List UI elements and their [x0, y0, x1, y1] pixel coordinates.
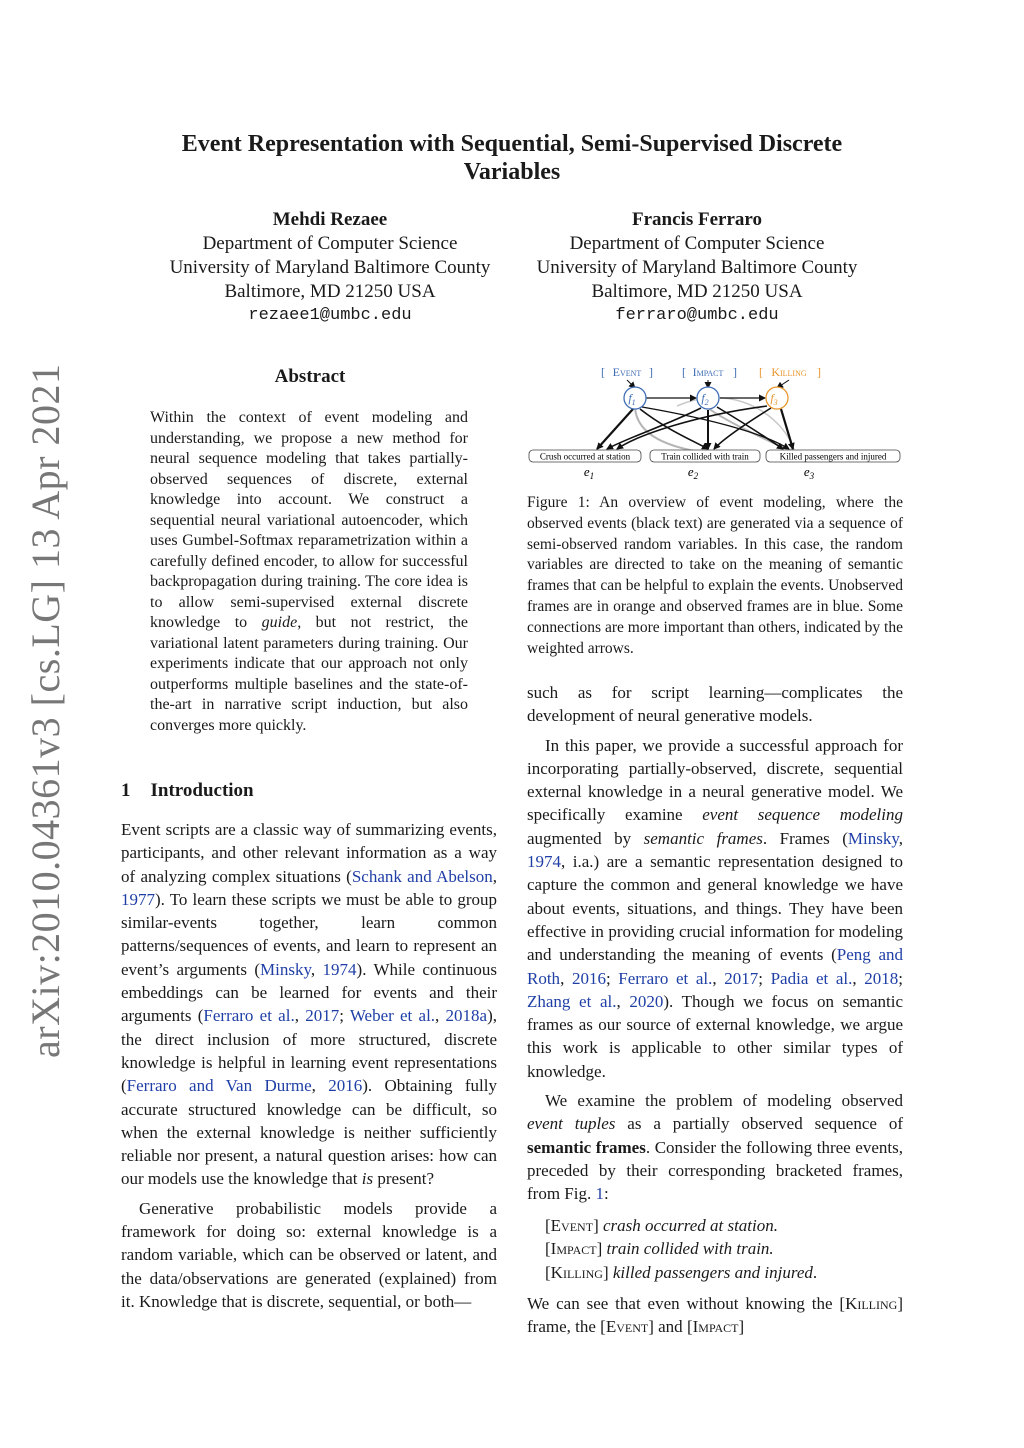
- citation-link[interactable]: Schank and Abelson: [351, 866, 493, 886]
- edge-f2-e1: [607, 408, 701, 449]
- event-label-e3: $e_3$: [803, 464, 815, 481]
- example-item: [Impact] train collided with train.: [545, 1239, 774, 1259]
- example-item: [Event] crash occurred at station.: [545, 1215, 779, 1235]
- bracket-close: ]: [733, 365, 737, 379]
- citation-link[interactable]: Weber et al.: [349, 1006, 436, 1026]
- abstract-heading: Abstract: [274, 366, 346, 387]
- frame-label-killing: Killing: [771, 365, 807, 379]
- citation-link[interactable]: Ferraro et al.: [618, 968, 713, 988]
- author-block-1: [150, 208, 510, 328]
- citation-link[interactable]: Minsky: [260, 959, 311, 979]
- citation-link[interactable]: 2017: [724, 968, 759, 988]
- author-address: Baltimore, MD 21250 USA: [224, 281, 436, 302]
- example-frames-list: [545, 1214, 903, 1285]
- citation-link[interactable]: 1977: [121, 889, 155, 909]
- author-department: Department of Computer Science: [569, 233, 825, 254]
- citation-link[interactable]: 2017: [305, 1006, 340, 1026]
- event-text-e2: Train collided with train: [661, 451, 749, 462]
- frame-label-event: Event: [612, 365, 642, 379]
- author-name: Francis Ferraro: [632, 209, 762, 230]
- event-label-e2: $e_2$: [687, 464, 699, 481]
- paragraph: Generative probabilistic models provide a framework for doing so: external knowledge is a random variable, which can be observed or latent, and the data/observations are generated (explained) from it. Knowledge that is discrete, sequential, or both—: [121, 1198, 497, 1311]
- citation-link[interactable]: 1974: [527, 852, 561, 872]
- citation-link[interactable]: 2016: [571, 968, 606, 988]
- citation-link[interactable]: 2016: [328, 1076, 363, 1096]
- event-label-e1: $e_1$: [583, 464, 595, 481]
- paragraph: Event scripts are a classic way of summarizing events, participants, and other relevant information as a way of analyzing complex situations (Schank and Abelson, 1977). To learn these scripts we must be able to group similar-events together, learn common patterns/sequences of events, and learn to represent an event’s arguments (Minsky, 1974). While continuous embeddings can be learned for events and their arguments (Ferraro et al., 2017; Weber et al., 2018a), the direct inclusion of more structured, discrete knowledge is helpful in learning event representations (Ferraro and Van Durme, 2016). Obtaining fully accurate structured knowledge can be difficult, so when the external knowledge is neither sufficiently reliable nor present, a natural question arises: how can our models use the knowledge that is present?: [121, 820, 498, 1189]
- bracket-open: [: [759, 365, 763, 379]
- example-item: [Killing] killed passengers and injured.: [545, 1262, 818, 1282]
- section-heading-introduction: [121, 780, 254, 802]
- abstract-text: Within the context of event modeling and understanding, we propose a new method for neural sequence modeling that takes partially-observed sequences of discrete, external knowledge into account. We construct a sequential neural variational autoencoder, which uses Gumbel-Softmax reparametrization within a carefully defined encoder, to allow for successful backpropagation during training. The core idea is to allow semi-supervised external discrete knowledge to guide, but not restrict, the variational latent parameters during training. Our experiments indicate that our approach not only outperforms multiple baselines and the state-of-the-art in narrative script induction, but also converges more quickly.: [150, 409, 469, 734]
- author-university: University of Maryland Baltimore County: [536, 257, 858, 278]
- paragraph: In this paper, we provide a successful approach for incorporating partially-observed, discrete, sequential external knowledge in a neural generative model. We specifically examine event sequence modeling augmented by semantic frames. Frames (Minsky, 1974, i.a.) are a semantic representation designed to capture the common and general knowledge we have about events, situations, and things. They have been effective in providing crucial information for modeling and understanding the meaning of events (Peng and Roth, 2016; Ferraro et al., 2017; Padia et al., 2018; Zhang et al., 2020). Though we focus on semantic frames as our source of external knowledge, we argue this work is applicable to other similar types of knowledge.: [527, 735, 904, 1081]
- paragraph: such as for script learning—complicates the development of neural generative models.: [527, 683, 903, 726]
- node-label: $f_2$: [701, 391, 709, 407]
- event-text-e3: Killed passengers and injured: [779, 451, 887, 462]
- edge-f2-e3: [717, 407, 783, 449]
- author-email[interactable]: rezaee1@umbc.edu: [248, 306, 412, 325]
- citation-link[interactable]: Minsky: [847, 828, 899, 848]
- citation-link[interactable]: Ferraro et al.: [203, 1006, 295, 1026]
- author-university: University of Maryland Baltimore County: [169, 257, 491, 278]
- citation-link[interactable]: Ferraro and Van Durme: [126, 1076, 312, 1096]
- event-text-e1: Crush occurred at station: [539, 451, 631, 462]
- citation-link[interactable]: 2018a: [445, 1006, 488, 1026]
- edge-f1-e2: [640, 409, 708, 449]
- arxiv-identifier: arXiv:2010.04361v3 [cs.LG] 13 Apr 2021: [23, 363, 68, 1058]
- intro-right-column: [527, 681, 903, 1339]
- paragraph: We can see that even without knowing the [Killing] frame, the [Event] and [Impact]: [527, 1294, 903, 1337]
- bracket-open: [: [601, 365, 605, 379]
- figure-1: [527, 360, 903, 485]
- author-email[interactable]: ferraro@umbc.edu: [615, 306, 779, 325]
- weak-edge-f1-e2: [635, 408, 707, 453]
- section-number: 1: [121, 780, 131, 801]
- citation-link[interactable]: 2018: [864, 968, 899, 988]
- citation-link[interactable]: Padia et al.: [770, 968, 853, 988]
- node-label: $f_3$: [770, 391, 778, 407]
- frame-label-impact: Impact: [692, 365, 724, 379]
- author-department: Department of Computer Science: [202, 233, 458, 254]
- paragraph: We examine the problem of modeling observed event tuples as a partially observed sequence of semantic frames. Consider the following three events, preceded by their corresponding bracketed frames, from Fig. 1:: [527, 1091, 903, 1204]
- author-address: Baltimore, MD 21250 USA: [591, 281, 803, 302]
- citation-link[interactable]: Peng and Roth: [527, 945, 903, 988]
- figure-diagram: [527, 360, 903, 485]
- citation-link[interactable]: Zhang et al.: [527, 991, 617, 1011]
- author-name: Mehdi Rezaee: [272, 209, 388, 230]
- intro-left-column: [121, 818, 497, 1313]
- citation-link[interactable]: 2020: [629, 991, 664, 1011]
- bracket-open: [: [682, 365, 686, 379]
- author-block-2: [517, 208, 877, 328]
- paper-title: Event Representation with Sequential, Semi-Supervised Discrete Variables: [181, 131, 843, 185]
- section-title: Introduction: [150, 780, 254, 801]
- node-label: $f_1$: [628, 391, 636, 407]
- figure-caption: Figure 1: An overview of event modeling, where the observed events (black text) are generated via a sequence of semi-observed random variables. In this case, the random variables are directed to take on the meaning of semantic frames that can be helpful to explain the events. Unobserved frames are in orange and observed frames are in blue. Some connections are more important than others, indicated by the weighted arrows.: [527, 494, 903, 657]
- bracket-close: ]: [649, 365, 653, 379]
- figure-reference-link[interactable]: 1: [595, 1184, 604, 1204]
- citation-link[interactable]: 1974: [322, 959, 357, 979]
- bracket-close: ]: [817, 365, 821, 379]
